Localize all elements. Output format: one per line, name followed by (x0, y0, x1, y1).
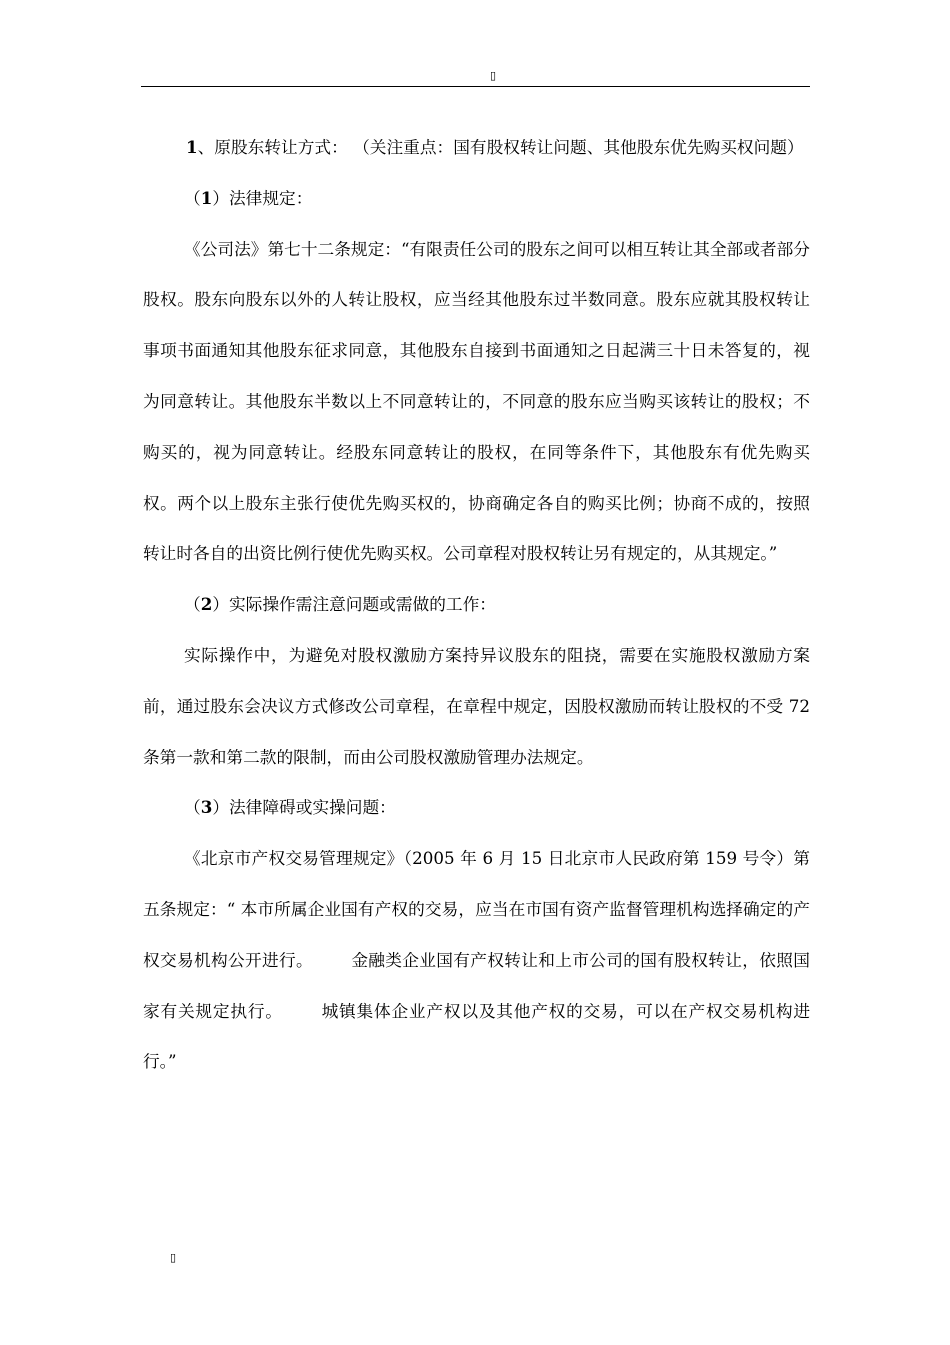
item-3-number: 3 (200, 797, 213, 818)
item-2-heading (143, 579, 810, 630)
item-1-open: （ (184, 187, 201, 208)
company-law-quote: 《公司法》第七十二条规定：“有限责任公司的股东之间可以相互转让其全部或者部分股权。股东向股东以外的人转让股权，应当经其他股东过半数同意。股东应就其股权转让事项书面通知其他股东征求同意，其他股东自接到书面通知之日起满三十日未答复的，视为同意转让。其他股东半数以上不同意转让的，不同意的股东应当购买该转让的股权；不购买的，视为同意转让。经股东同意转让的股权，在同等条件下，其他股东有优先购买权。两个以上股东主张行使优先购买权的，协商确定各自的购买比例；协商不成的，按照转让时各自的出资比例行使优先购买权。公司章程对股权转让另有规定的，从其规定。” (143, 238, 810, 564)
section-1-number: 1 (186, 137, 198, 157)
item-1-text: ）法律规定： (212, 187, 313, 208)
item-2-text: ）实际操作需注意问题或需做的工作： (212, 594, 496, 615)
footer-mark: ▯ (170, 1251, 177, 1264)
item-2-number: 2 (200, 594, 213, 615)
beijing-rule-part-3: 城镇集体企业产权以及其他产权的交易，可以在产权交易机构进行。” (143, 1000, 811, 1072)
item-1-number: 1 (200, 187, 213, 208)
item-3-heading (143, 782, 810, 833)
item-1-heading (143, 173, 810, 224)
item-2-open: （ (184, 594, 201, 615)
beijing-rule-part-2: 金融类企业国有产权转让和上市公司的国有股权转让，依照国家有关规定执行。 (143, 949, 810, 1021)
item-3-open: （ (184, 797, 201, 818)
item-3-text: ）法律障碍或实操问题： (212, 797, 396, 818)
header-mark: ▯ (489, 69, 497, 82)
section-1-text: 、原股东转让方式： （关注重点：国有股权转让问题、其他股东优先购买权问题） (197, 137, 804, 157)
practice-paragraph: 实际操作中，为避免对股权激励方案持异议股东的阻挠，需要在实施股权激励方案前，通过股东会决议方式修改公司章程，在章程中规定，因股权激励而转让股权的不受 72 条第一款和第二款的限制，而由公司股权激励管理办法规定。 (143, 644, 810, 767)
section-1-heading (143, 122, 810, 173)
beijing-rule-paragraph (143, 833, 810, 1087)
document-body (143, 122, 810, 1087)
beijing-rule-part-1: 《北京市产权交易管理规定》（2005 年 6 月 15 日北京市人民政府第 159 号令）第五条规定：“ 本市所属企业国有产权的交易，应当在市国有资产监督管理机构选择确定的产权交易机构公开进行。 (143, 848, 810, 970)
header-rule (141, 86, 810, 87)
